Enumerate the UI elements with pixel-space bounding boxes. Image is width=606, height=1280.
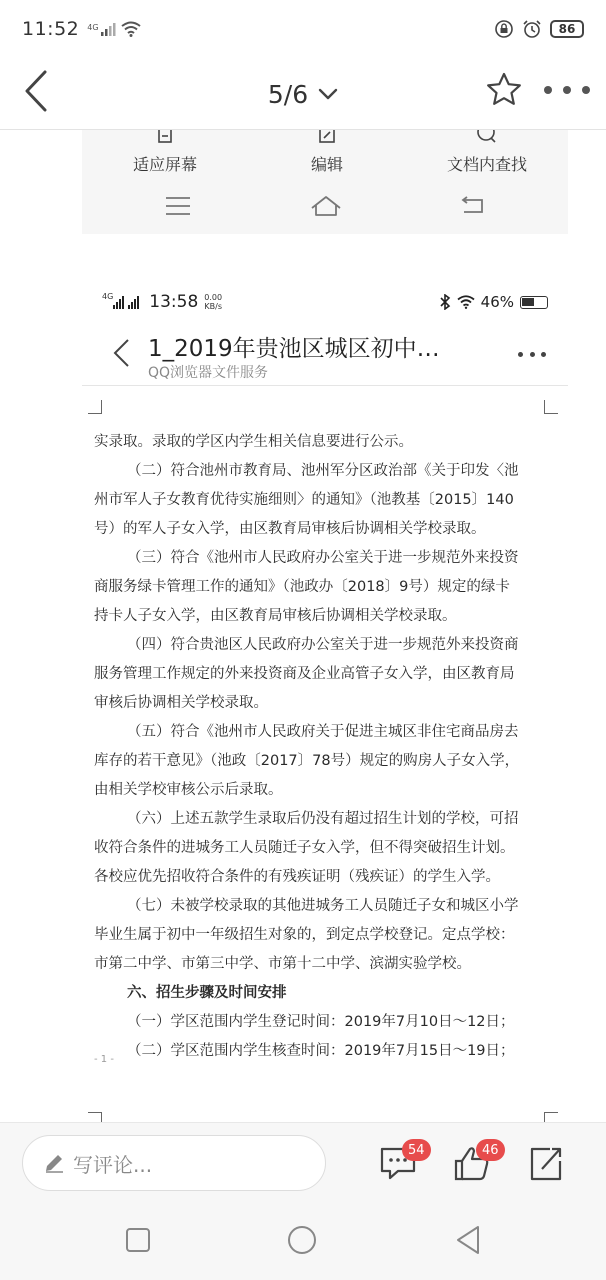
- status-time: 11:52: [22, 18, 80, 40]
- inner-doc-title: 1_2019年贵池区城区初中…: [148, 336, 440, 362]
- system-nav-bar: [0, 1202, 606, 1280]
- doc-line: （三）符合《池州市人民政府办公室关于进一步规范外来投资: [127, 550, 519, 566]
- star-icon: [484, 70, 524, 110]
- page-indicator: 5/6: [267, 79, 309, 109]
- inner-network-label: 4G: [102, 292, 114, 301]
- chevron-left-icon: [23, 70, 49, 112]
- dot-icon: [582, 86, 590, 94]
- shared-screenshot: [0, 130, 606, 1122]
- favorite-button[interactable]: [484, 70, 524, 110]
- doc-line: 市第二中学、市第三中学、市第十二中学、滨湖实验学校。: [94, 956, 471, 972]
- doc-line: 收符合条件的进城务工人员随迁子女入学，但不得突破招生计划。: [94, 840, 515, 856]
- doc-line: 各校应优先招收符合条件的有残疾证明（残疾证）的学生入学。: [94, 869, 500, 885]
- doc-line: 由相关学校审核公示后录取。: [94, 782, 283, 798]
- inner-phone-screenshot: [82, 282, 568, 1122]
- return-icon[interactable]: [454, 192, 490, 220]
- alarm-icon: [522, 19, 542, 39]
- fit-screen-button[interactable]: [130, 130, 200, 176]
- search-icon: [476, 130, 498, 148]
- battery-indicator: 86: [550, 20, 584, 38]
- like-count-badge: 46: [476, 1139, 505, 1161]
- share-icon: [526, 1143, 566, 1183]
- inner-speed-unit: KB/s: [204, 302, 222, 311]
- doc-line: （一）学区范围内学生登记时间：2019年7月10日～12日；: [127, 1014, 515, 1030]
- back-button[interactable]: [16, 66, 56, 116]
- inner-time: 13:58: [149, 292, 199, 312]
- doc-line: 服务管理工作规定的外来投资商及企业高管子女入学，由区教育局: [94, 666, 515, 682]
- menu-icon[interactable]: [160, 192, 196, 220]
- document-page: [82, 386, 568, 1122]
- more-button[interactable]: [544, 76, 590, 104]
- recents-button[interactable]: [120, 1222, 156, 1258]
- document-text: [94, 428, 554, 1066]
- top-nav: [0, 58, 606, 130]
- comment-placeholder: 写评论...: [73, 1152, 153, 1177]
- page-selector[interactable]: [268, 80, 338, 109]
- doc-line: 商服务绿卡管理工作的通知》（池政办〔2018〕9号）规定的绿卡: [94, 579, 510, 595]
- edit-button[interactable]: [302, 130, 352, 176]
- crop-mark: [88, 400, 102, 414]
- doc-line: 毕业生属于初中一年级招生对象的，到定点学校登记。定点学校：: [94, 927, 515, 943]
- doc-section-heading: 六、招生步骤及时间安排: [127, 985, 287, 1001]
- crop-mark: [88, 1112, 102, 1122]
- doc-line: 号）的军人子女入学，由区教育局审核后协调相关学校录取。: [94, 521, 486, 537]
- find-in-doc-label: 文档内查找: [446, 155, 527, 174]
- edit-panel: [82, 130, 568, 234]
- doc-line: 州市军人子女教育优待实施细则〉的通知》（池教基〔2015〕140: [94, 492, 514, 508]
- fit-screen-label: 适应屏幕: [132, 155, 197, 174]
- back-nav-button[interactable]: [450, 1222, 486, 1258]
- share-button[interactable]: [526, 1143, 566, 1183]
- doc-line: （二）符合池州市教育局、池州军分区政治部《关于印发〈池: [127, 463, 519, 479]
- pencil-icon: [43, 1152, 65, 1174]
- signal-icon: [101, 22, 117, 36]
- dot-icon: [544, 86, 552, 94]
- comment-count-badge: 54: [402, 1139, 431, 1161]
- doc-line: （六）上述五款学生录取后仍没有超过招生计划的学校，可招: [127, 811, 519, 827]
- inner-status-bar: [82, 282, 568, 322]
- edit-label: 编辑: [310, 155, 343, 174]
- inner-back-icon: [110, 338, 132, 368]
- fit-screen-icon: [154, 130, 176, 148]
- status-bar: [0, 0, 606, 58]
- inner-speed-value: 0.00: [204, 293, 223, 302]
- doc-line: 库存的若干意见》（池政〔2017〕78号）规定的购房人子女入学，: [94, 753, 520, 769]
- chevron-down-icon: [318, 88, 338, 100]
- crop-mark: [544, 400, 558, 414]
- doc-line: （二）学区范围内学生核查时间：2019年7月15日～19日；: [127, 1043, 515, 1059]
- inner-wifi-icon: [457, 295, 475, 309]
- inner-more-icon: [518, 352, 546, 358]
- page-number: - 1 -: [94, 1054, 114, 1065]
- inner-battery-percent: 46%: [480, 293, 514, 311]
- inner-battery-icon: [520, 296, 548, 309]
- doc-line: （七）未被学校录取的其他进城务工人员随迁子女和城区小学: [127, 898, 519, 914]
- doc-line: （五）符合《池州市人民政府关于促进主城区非住宅商品房去: [127, 724, 519, 740]
- lock-rotation-icon: [494, 19, 514, 39]
- action-bar: [0, 1122, 606, 1202]
- wifi-icon: [121, 21, 141, 37]
- comment-input[interactable]: [22, 1135, 326, 1191]
- doc-line: 持卡人子女入学，由区教育局审核后协调相关学校录取。: [94, 608, 457, 624]
- bluetooth-icon: [439, 294, 451, 310]
- doc-line: （四）符合贵池区人民政府办公室关于进一步规范外来投资商: [127, 637, 519, 653]
- crop-mark: [544, 1112, 558, 1122]
- inner-header: [82, 324, 568, 386]
- inner-signal-icon: [113, 296, 141, 309]
- edit-icon: [316, 130, 338, 148]
- find-in-doc-button[interactable]: [442, 130, 532, 176]
- dot-icon: [563, 86, 571, 94]
- home-button[interactable]: [284, 1222, 320, 1258]
- doc-line: 审核后协调相关学校录取。: [94, 695, 268, 711]
- network-label: 4G: [87, 23, 99, 32]
- doc-line: 实录取。录取的学区内学生相关信息要进行公示。: [94, 434, 413, 450]
- inner-doc-subtitle: QQ浏览器文件服务: [148, 365, 269, 381]
- home-icon[interactable]: [308, 192, 344, 220]
